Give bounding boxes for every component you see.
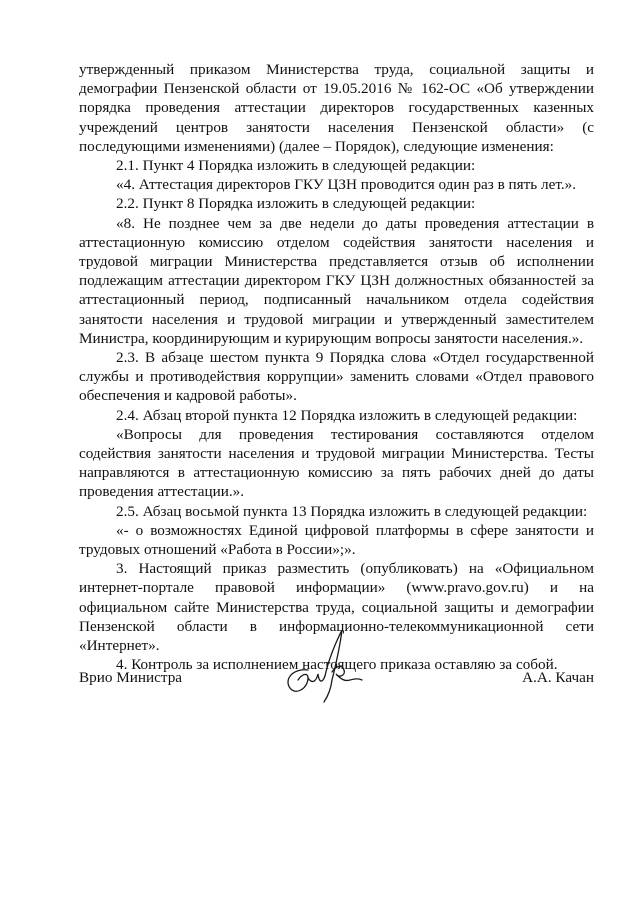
- paragraph-quote-4: «4. Аттестация директоров ГКУ ЦЗН проводится один раз в пять лет.».: [116, 176, 577, 194]
- paragraph-intro: утвержденный приказом Министерства труда, социальной защиты и демографии Пензенской области от 19.05.2016 № 162-ОС «Об утверждении порядка проведения аттестации директоров государственных казенных учреждений центров занятости населения Пензенской области» (с последующими изменениями) (далее – Порядок), следующие изменения:: [79, 61, 594, 155]
- paragraph-2-4: 2.4. Абзац второй пункта 12 Порядка изложить в следующей редакции:: [116, 406, 578, 424]
- document-body: [79, 60, 594, 675]
- handwritten-signature: [278, 622, 368, 717]
- paragraph-2-1: 2.1. Пункт 4 Порядка изложить в следующей редакции:: [116, 157, 476, 175]
- paragraph-quote-8: «8. Не позднее чем за две недели до даты проведения аттестации в аттестационную комиссию отделом содействия занятости населения и трудовой миграции Министерства представляется отзыв об исполнении подлежащим аттестации директором ГКУ ЦЗН должностных обязанностей за аттестационный период, подписанный начальником отдела содействия занятости населения и трудовой миграции и утвержденный заместителем Министра, координирующим и курирующим вопросы занятости населения.».: [79, 214, 594, 347]
- paragraph-2-5: 2.5. Абзац восьмой пункта 13 Порядка изложить в следующей редакции:: [116, 502, 588, 520]
- paragraph-quote-tests: «Вопросы для проведения тестирования составляются отделом содействия занятости населения и трудовой миграции Министерства. Тесты направляются в аттестационную комиссию за пять рабочих дней до даты проведения аттестации.».: [79, 425, 594, 501]
- paragraph-4: 4. Контроль за исполнением настоящего приказа оставляю за собой.: [116, 656, 558, 674]
- paragraph-2-3: 2.3. В абзаце шестом пункта 9 Порядка слова «Отдел государственной службы и противодействия коррупции» заменить словами «Отдел правового обеспечения и кадровой работы».: [79, 349, 594, 405]
- paragraph-2-2: 2.2. Пункт 8 Порядка изложить в следующей редакции:: [116, 195, 476, 213]
- signatory-position: Врио Министра: [79, 669, 183, 686]
- paragraph-3: 3. Настоящий приказ разместить (опубликовать) на «Официальном интернет-портале правовой информации» (www.pravo.gov.ru) и на официальном сайте Министерства труда, социальной защиты и демографии Пензенской области в информационно-телекоммуникационной сети «Интернет».: [79, 560, 594, 655]
- paragraph-quote-platform: «- о возможностях Единой цифровой платформы в сфере занятости и трудовых отношений «Работа в России»;».: [79, 521, 594, 559]
- signatory-name: А.А. Качан: [522, 669, 594, 686]
